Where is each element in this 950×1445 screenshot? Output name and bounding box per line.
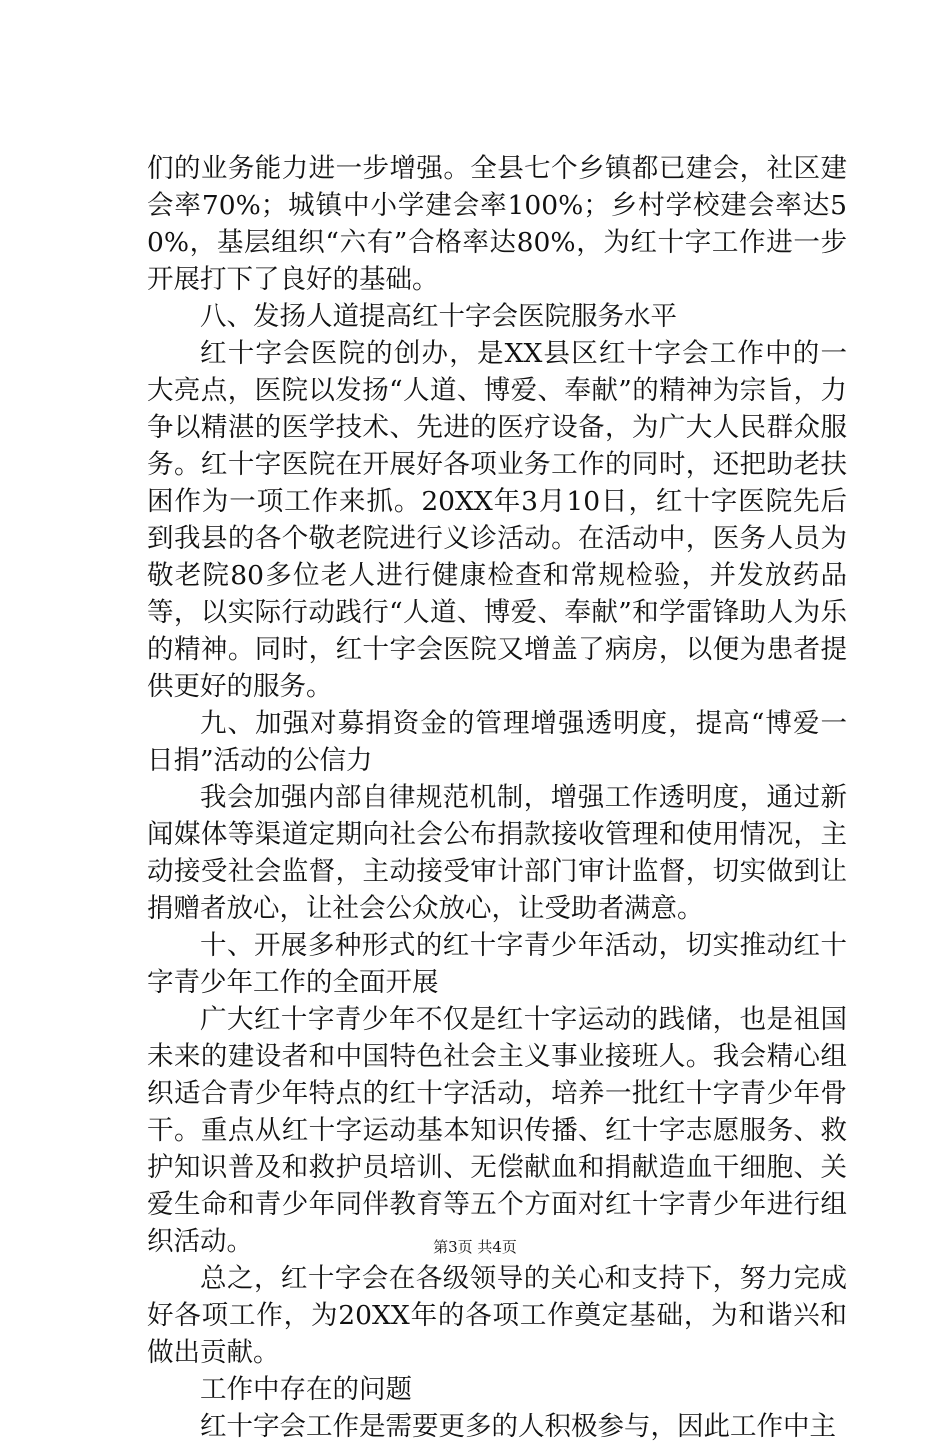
page-number-footer: 第3页 共4页 <box>433 1238 517 1256</box>
section-heading-nine: 九、加强对募捐资金的管理增强透明度，提高“博爱一日捐”活动的公信力 <box>147 708 847 776</box>
section-heading-problems: 工作中存在的问题 <box>200 1374 412 1405</box>
paragraph-problems: 红十字会工作是需要更多的人积极参与，因此工作中主 <box>200 1411 836 1442</box>
paragraph-transparency: 我会加强内部自律规范机制，增强工作透明度，通过新闻媒体等渠道定期向社会公布捐款接收管理和使用情况，主动接受社会监督，主动接受审计部门审计监督，切实做到让捐赠者放心，让社会公众放心，让受助者满意。 <box>147 782 847 924</box>
paragraph-continued-intro: 们的业务能力进一步增强。全县七个乡镇都已建会，社区建会率70%；城镇中小学建会率100%；乡村学校建会率达50%，基层组织“六有”合格率达80%，为红十字工作进一步开展打下了良好的基础。 <box>147 153 847 295</box>
section-heading-ten: 十、开展多种形式的红十字青少年活动，切实推动红十字青少年工作的全面开展 <box>147 930 847 998</box>
paragraph-youth: 广大红十字青少年不仅是红十字运动的践储，也是祖国未来的建设者和中国特色社会主义事业接班人。我会精心组织适合青少年特点的红十字活动，培养一批红十字青少年骨干。重点从红十字运动基本知识传播、红十字志愿服务、救护知识普及和救护员培训、无偿献血和捐献造血干细胞、关爱生命和青少年同伴教育等五个方面对红十字青少年进行组织活动。 <box>147 1004 847 1257</box>
paragraph-summary: 总之，红十字会在各级领导的关心和支持下，努力完成好各项工作，为20XX年的各项工作奠定基础，为和谐兴和做出贡献。 <box>147 1263 847 1368</box>
paragraph-hospital: 红十字会医院的创办，是XX县区红十字会工作中的一大亮点，医院以发扬“人道、博爱、奉献”的精神为宗旨，力争以精湛的医学技术、先进的医疗设备，为广大人民群众服务。红十字医院在开展好各项业务工作的同时，还把助老扶困作为一项工作来抓。20XX年3月10日，红十字医院先后到我县的各个敬老院进行义诊活动。在活动中，医务人员为敬老院80多位老人进行健康检查和常规检验，并发放药品等，以实际行动践行“人道、博爱、奉献”和学雷锋助人为乐的精神。同时，红十字会医院又增盖了病房，以便为患者提供更好的服务。 <box>147 338 847 702</box>
section-heading-eight: 八、发扬人道提高红十字会医院服务水平 <box>200 301 677 332</box>
